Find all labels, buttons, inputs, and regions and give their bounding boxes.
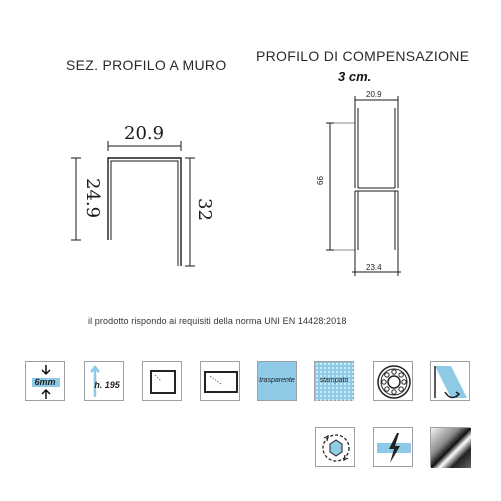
swing-door-icon [430, 361, 470, 401]
norm-statement: il prodotto rispondo ai requisiti della norma UNI EN 14428:2018 [88, 316, 347, 326]
anti-limescale-icon [373, 427, 413, 467]
wall-left-height-dim: 24.9 [82, 178, 103, 219]
rectangle-frame-icon [200, 361, 240, 401]
compensation-profile-title: PROFILO DI COMPENSAZIONE [256, 48, 470, 64]
compensation-profile-size: 3 cm. [338, 69, 372, 84]
printed-glass-icon [314, 361, 354, 401]
wall-profile-title: SEZ. PROFILO A MURO [66, 57, 227, 73]
transparent-label: trasparente [259, 377, 295, 384]
thickness-label: 6mm [34, 377, 56, 387]
height-label: h. 195 [94, 380, 120, 390]
comp-bottom-dim: 23.4 [366, 263, 382, 272]
compensation-profile-diagram [326, 96, 401, 276]
height-icon [84, 361, 124, 401]
transparent-glass-icon [257, 361, 297, 401]
comp-height-dim: 66 [316, 176, 325, 185]
printed-label: stampato [319, 377, 349, 384]
bearing-wheel-icon [373, 361, 413, 401]
square-frame-icon [142, 361, 182, 401]
chrome-finish-icon [430, 427, 470, 467]
wall-width-dim: 20.9 [124, 123, 165, 144]
thickness-icon [25, 361, 65, 401]
wall-right-height-dim: 32 [194, 198, 215, 221]
comp-top-dim: 20.9 [366, 90, 382, 99]
reversible-icon [315, 427, 355, 467]
